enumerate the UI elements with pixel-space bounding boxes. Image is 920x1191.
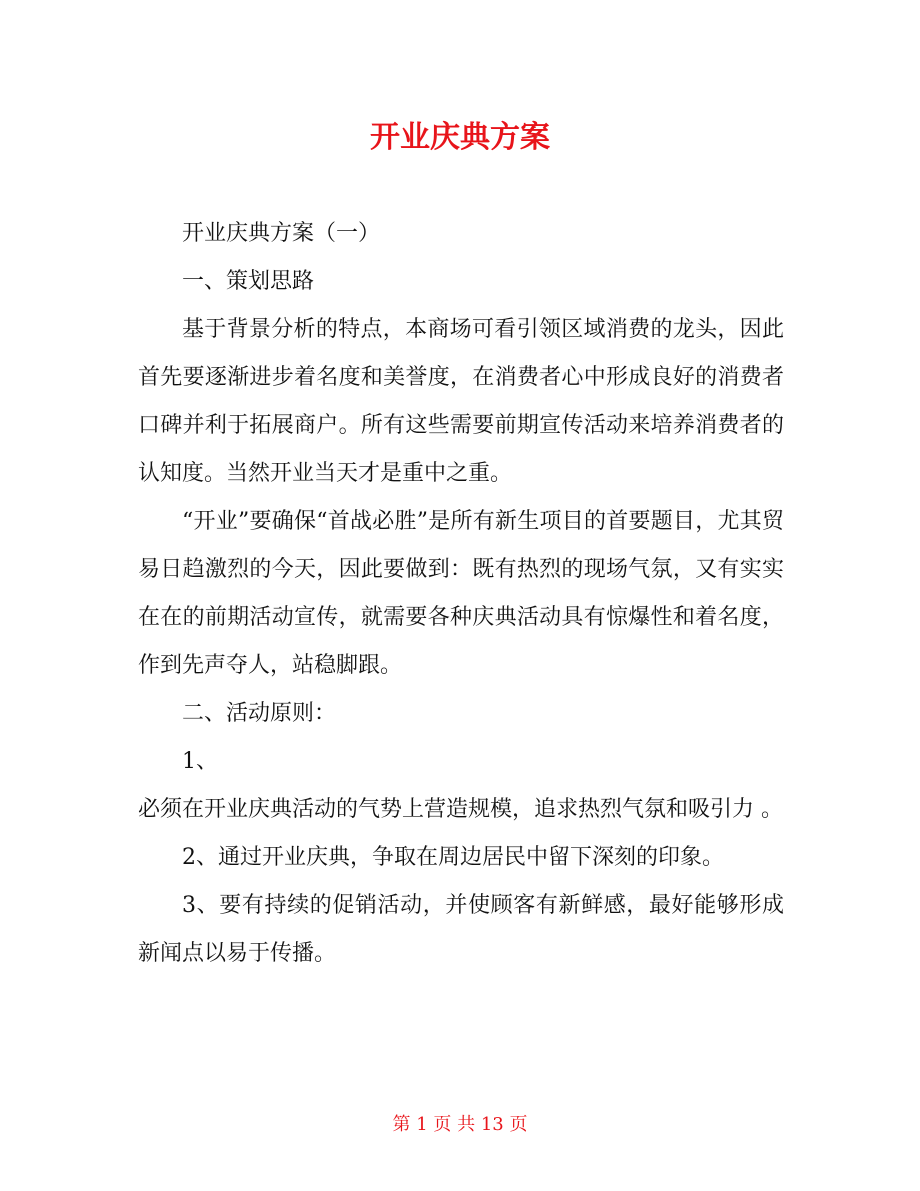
list-item: 2、通过开业庆典，争取在周边居民中留下深刻的印象。 (182, 845, 724, 870)
paragraph: 开业庆典方案（一） (182, 221, 381, 246)
section-heading: 二、活动原则： (182, 701, 337, 726)
document-title: 开业庆典方案 (370, 120, 550, 155)
paragraph: “开业”要确保“首战必胜”是所有新生项目的首要题目，尤其贸易日趋激烈的今天，因此要做到：既有热烈的现场气氛，又有实实在在的前期活动宣传，就需要各种庆典活动具有惊爆性和着名度，作到先声夺人，站稳脚跟。 (138, 509, 784, 678)
list-item: 3、要有持续的促销活动，并使顾客有新鲜感，最好能够形成新闻点以易于传播。 (138, 893, 784, 966)
document-body (138, 210, 784, 978)
page-number: 第 1 页 共 13 页 (392, 1114, 528, 1135)
paragraph: 必须在开业庆典活动的气势上营造规模，追求热烈气氛和吸引力 。 (138, 797, 783, 822)
paragraph: 基于背景分析的特点，本商场可看引领区域消费的龙头，因此首先要逐渐进步着名度和美誉度，在消费者心中形成良好的消费者口碑并利于拓展商户。所有这些需要前期宣传活动来培养消费者的认知度。当然开业当天才是重中之重。 (138, 317, 784, 486)
section-heading: 一、策划思路 (182, 269, 315, 294)
list-item-number: 1、 (182, 749, 218, 774)
